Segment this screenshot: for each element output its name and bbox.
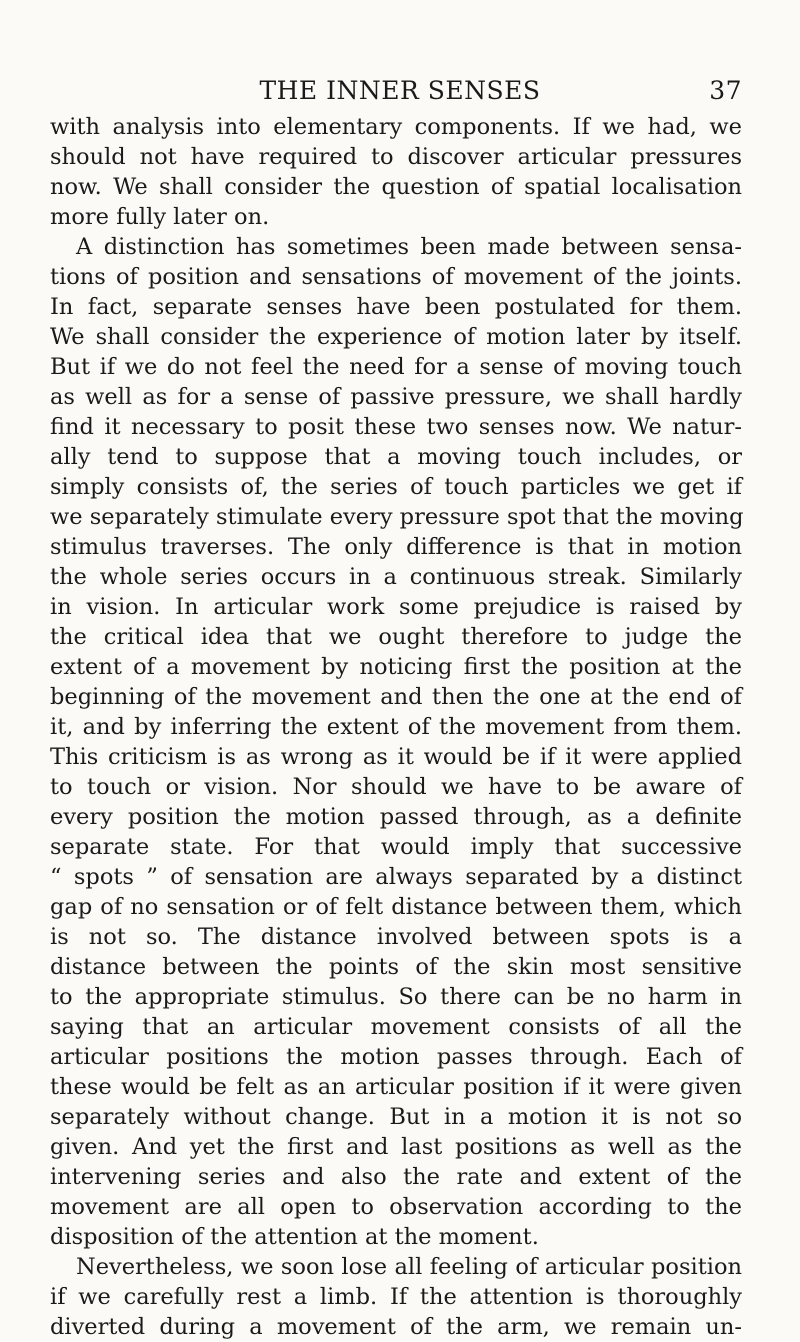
text-line: distance between the points of the skin most sensitive [50, 954, 742, 980]
text-line: beginning of the movement and then the one at the end of [50, 684, 742, 710]
body-text [50, 112, 742, 1342]
text-line: as well as for a sense of passive pressure, we shall hardly [50, 384, 742, 410]
text-line: these would be felt as an articular position if it were given [50, 1074, 742, 1100]
text-line: But if we do not feel the need for a sense of moving touch [50, 354, 742, 380]
text-line: we separately stimulate every pressure spot that the moving [50, 504, 744, 530]
text-line: A distinction has sometimes been made between sensa- [76, 234, 742, 260]
text-line: movement are all open to observation according to the [50, 1194, 742, 1220]
text-line: This criticism is as wrong as it would be if it were applied [50, 744, 742, 770]
text-line: Nevertheless, we soon lose all feeling of articular position [76, 1254, 742, 1280]
text-line: saying that an articular movement consists of all the [50, 1014, 742, 1040]
text-line: the whole series occurs in a continuous streak. Similarly [50, 564, 742, 590]
text-line: ally tend to suppose that a moving touch includes, or [50, 444, 742, 470]
text-line: We shall consider the experience of motion later by itself. [50, 324, 742, 350]
text-line: more fully later on. [50, 204, 270, 230]
text-line: “ spots ” of sensation are always separated by a distinct [50, 864, 742, 890]
text-line: articular positions the motion passes through. Each of [50, 1044, 742, 1070]
text-line: given. And yet the first and last positions as well as the [50, 1134, 742, 1160]
running-head-title: THE INNER SENSES [259, 76, 541, 105]
text-line: intervening series and also the rate and extent of the [50, 1164, 742, 1190]
text-line: every position the motion passed through, as a definite [50, 804, 742, 830]
text-line: simply consists of, the series of touch particles we get if [50, 474, 742, 500]
text-line: to touch or vision. Nor should we have to be aware of [50, 774, 742, 800]
text-line: if we carefully rest a limb. If the attention is thoroughly [50, 1284, 742, 1310]
text-line: disposition of the attention at the moment. [50, 1224, 539, 1250]
text-line: In fact, separate senses have been postulated for them. [50, 294, 742, 320]
text-line: now. We shall consider the question of spatial localisation [50, 174, 742, 200]
page-number: 37 [709, 76, 742, 105]
text-line: is not so. The distance involved between spots is a [50, 924, 742, 950]
text-line: the critical idea that we ought therefore to judge the [50, 624, 742, 650]
text-line: tions of position and sensations of movement of the joints. [50, 264, 742, 290]
text-line: with analysis into elementary components. If we had, we [50, 114, 742, 140]
text-line: find it necessary to posit these two senses now. We natur- [50, 414, 742, 440]
text-line: stimulus traverses. The only difference is that in motion [50, 534, 742, 560]
text-line: in vision. In articular work some prejudice is raised by [50, 594, 742, 620]
text-line: should not have required to discover articular pressures [50, 144, 742, 170]
text-line: extent of a movement by noticing first the position at the [50, 654, 742, 680]
text-line: gap of no sensation or of felt distance between them, which [50, 894, 742, 920]
text-line: separately without change. But in a motion it is not so [50, 1104, 742, 1130]
text-line: it, and by inferring the extent of the movement from them. [50, 714, 742, 740]
text-line: diverted during a movement of the arm, we remain un- [50, 1314, 742, 1340]
text-line: to the appropriate stimulus. So there can be no harm in [50, 984, 742, 1010]
text-line: separate state. For that would imply that successive [50, 834, 742, 860]
